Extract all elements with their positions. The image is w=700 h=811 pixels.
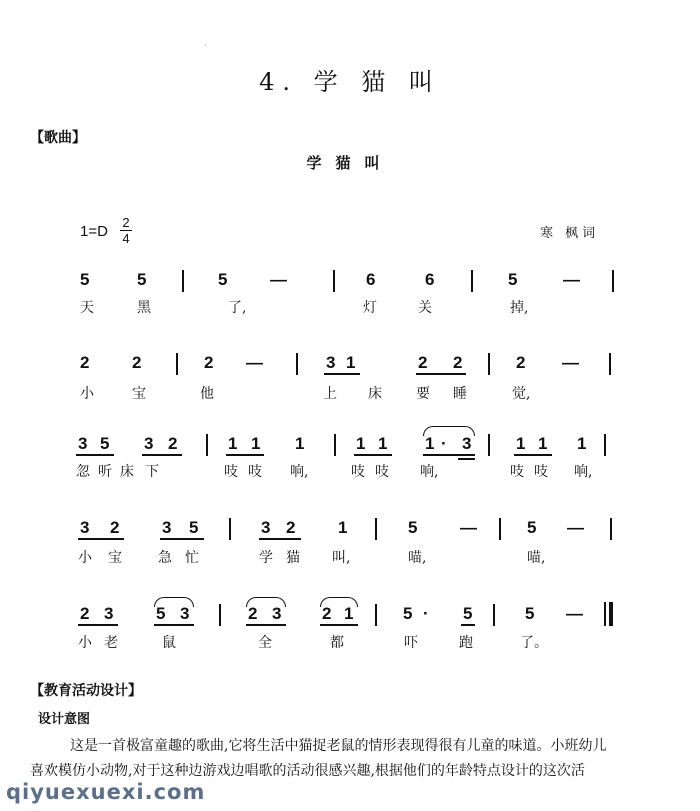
slur xyxy=(320,597,358,607)
note-dash: — xyxy=(566,604,583,623)
eighth-underline xyxy=(78,624,118,626)
scan-mark: ` xyxy=(204,44,208,53)
lyric: 响, xyxy=(574,464,593,480)
lyric: 跑 xyxy=(459,635,473,651)
lyric: 全 xyxy=(258,635,272,651)
lyric: 吱 xyxy=(248,464,262,480)
eighth-underline xyxy=(160,538,204,540)
barline xyxy=(604,434,606,456)
lyric: 响, xyxy=(420,464,439,480)
slur xyxy=(246,597,286,607)
note: 3 xyxy=(144,434,154,453)
note: 3 xyxy=(78,434,88,453)
barline xyxy=(499,518,501,540)
barline xyxy=(610,518,612,540)
note: 2 xyxy=(286,518,296,537)
key-signature: 1=D xyxy=(80,223,108,240)
lyric: 喵, xyxy=(527,550,546,566)
note: 1 xyxy=(378,434,388,453)
barline xyxy=(488,353,490,375)
note: 1 xyxy=(577,434,587,453)
note: 1 xyxy=(251,434,261,453)
lyric: 小 xyxy=(78,635,92,651)
lyric: 宝 xyxy=(132,386,146,402)
lyric: 响, xyxy=(290,464,309,480)
barline xyxy=(375,604,377,626)
paragraph-line-2: 喜欢模仿小动物,对于这种边游戏边唱歌的活动很感兴趣,根据他们的年龄特点设计的这次活 xyxy=(30,763,585,779)
lyric: 关 xyxy=(418,300,432,316)
note: 5 xyxy=(463,604,473,623)
time-signature-top: 2 xyxy=(122,215,130,230)
eighth-underline xyxy=(416,373,466,375)
note: 3 xyxy=(104,604,114,623)
note: 2 xyxy=(516,353,526,372)
final-barline-thick xyxy=(609,602,613,626)
note: 2 xyxy=(248,604,258,623)
note: 3 xyxy=(326,353,336,372)
note: 3 xyxy=(162,518,172,537)
note: 1 xyxy=(516,434,526,453)
lyric: 下 xyxy=(145,464,159,480)
note: 5 xyxy=(156,604,166,623)
note-dash: — xyxy=(567,518,584,537)
lyric: 吱 xyxy=(375,464,389,480)
barline xyxy=(182,270,184,292)
lyric: 床 xyxy=(120,464,134,480)
lyricist-credit: 寒 枫词 xyxy=(540,226,600,241)
lyric: 急 xyxy=(158,550,172,566)
note: 2 xyxy=(132,353,142,372)
note: 2 xyxy=(168,434,178,453)
note: 1 xyxy=(295,434,305,453)
barline xyxy=(206,434,208,456)
note: 5 xyxy=(218,270,228,289)
lyric: 喵, xyxy=(408,550,427,566)
lyric: 小 xyxy=(80,386,94,402)
lyric: 天 xyxy=(80,300,94,316)
note: 1 xyxy=(338,518,348,537)
eighth-underline xyxy=(461,624,475,626)
note-dash: — xyxy=(460,518,477,537)
slur xyxy=(154,597,194,607)
eighth-underline xyxy=(226,454,264,456)
lyric: 吱 xyxy=(351,464,365,480)
barline xyxy=(488,434,490,456)
lyric: 学 xyxy=(259,550,273,566)
note: 1 xyxy=(228,434,238,453)
barline xyxy=(219,604,221,626)
lyric: 小 xyxy=(78,550,92,566)
eighth-underline xyxy=(246,624,286,626)
eighth-underline xyxy=(320,624,358,626)
lyric: 灯 xyxy=(363,300,377,316)
song-title: 学猫叫 xyxy=(306,154,394,172)
slur xyxy=(423,426,475,436)
lyric: 床 xyxy=(368,386,382,402)
eighth-underline xyxy=(423,454,475,456)
note: 2 xyxy=(204,353,214,372)
eighth-underline xyxy=(76,454,114,456)
note: 1 xyxy=(538,434,548,453)
lyric: 吱 xyxy=(534,464,548,480)
note: 1 xyxy=(356,434,366,453)
barline xyxy=(334,434,336,456)
lyric: 吱 xyxy=(224,464,238,480)
note: 5 xyxy=(403,604,413,623)
note: 3 xyxy=(261,518,271,537)
note: 1 xyxy=(425,434,435,453)
barline xyxy=(493,604,495,626)
note: 3 xyxy=(180,604,190,623)
eighth-underline xyxy=(514,454,552,456)
paragraph-line-1: 这是一首极富童趣的歌曲,它将生活中猫捉老鼠的情形表现得很有儿童的味道。小班幼儿 xyxy=(70,738,607,754)
barline xyxy=(296,353,298,375)
note-dash: — xyxy=(246,353,263,372)
augmentation-dot: · xyxy=(423,604,429,623)
time-signature xyxy=(119,216,133,245)
lyric: 掉, xyxy=(510,300,529,316)
lyric: 老 xyxy=(104,635,118,651)
section-label-education: 【教育活动设计】 xyxy=(30,683,142,699)
lyric: 吱 xyxy=(510,464,524,480)
eighth-underline xyxy=(154,624,194,626)
lyric: 吓 xyxy=(404,635,418,651)
note: 5 xyxy=(525,604,535,623)
lyric: 听 xyxy=(98,464,112,480)
note: 5 xyxy=(527,518,537,537)
design-intent-heading: 设计意图 xyxy=(38,712,91,727)
time-signature-bottom: 4 xyxy=(122,231,130,246)
barline xyxy=(471,270,473,292)
note: 5 xyxy=(137,270,147,289)
note-dash: — xyxy=(270,270,287,289)
lyric: 忽 xyxy=(76,464,90,480)
note: 5 xyxy=(100,434,110,453)
lyric: 宝 xyxy=(108,550,122,566)
eighth-underline xyxy=(78,538,124,540)
note: 2 xyxy=(418,353,428,372)
note: 2 xyxy=(110,518,120,537)
lyric: 要 xyxy=(416,386,430,402)
note: 2 xyxy=(80,604,90,623)
barline xyxy=(176,353,178,375)
lyric: 鼠 xyxy=(162,635,176,651)
lyric: 睡 xyxy=(453,386,467,402)
lyric: 上 xyxy=(323,386,337,402)
barline xyxy=(229,518,231,540)
note-dash: — xyxy=(562,353,579,372)
note: 3 xyxy=(80,518,90,537)
eighth-underline xyxy=(142,454,182,456)
barline xyxy=(609,353,611,375)
augmentation-dot: · xyxy=(441,434,447,453)
chapter-title: 4. 学 猫 叫 xyxy=(259,68,441,96)
lyric: 叫, xyxy=(332,550,351,566)
note: 5 xyxy=(189,518,199,537)
note: 2 xyxy=(322,604,332,623)
note: 2 xyxy=(453,353,463,372)
note-dash: — xyxy=(563,270,580,289)
note: 5 xyxy=(80,270,90,289)
lyric: 觉, xyxy=(512,386,531,402)
lyric: 猫 xyxy=(286,550,300,566)
eighth-underline xyxy=(354,454,392,456)
note: 5 xyxy=(508,270,518,289)
note: 6 xyxy=(425,270,435,289)
barline xyxy=(375,518,377,540)
eighth-underline xyxy=(259,538,301,540)
note: 3 xyxy=(462,434,472,453)
lyric: 黑 xyxy=(137,300,151,316)
watermark: qiyuexuexi.com xyxy=(6,780,206,804)
note: 6 xyxy=(366,270,376,289)
note: 1 xyxy=(344,604,354,623)
note: 5 xyxy=(408,518,418,537)
final-barline-thin xyxy=(604,602,606,626)
note: 1 xyxy=(346,353,356,372)
lyric: 都 xyxy=(330,635,344,651)
lyric: 了。 xyxy=(520,635,548,651)
note: 3 xyxy=(272,604,282,623)
sixteenth-underline xyxy=(458,458,475,460)
lyric: 忙 xyxy=(185,550,199,566)
note: 2 xyxy=(80,353,90,372)
barline xyxy=(612,270,614,292)
section-label-song: 【歌曲】 xyxy=(30,130,86,146)
barline xyxy=(333,270,335,292)
lyric: 了, xyxy=(228,300,247,316)
lyric: 他 xyxy=(200,386,214,402)
eighth-underline xyxy=(324,373,360,375)
